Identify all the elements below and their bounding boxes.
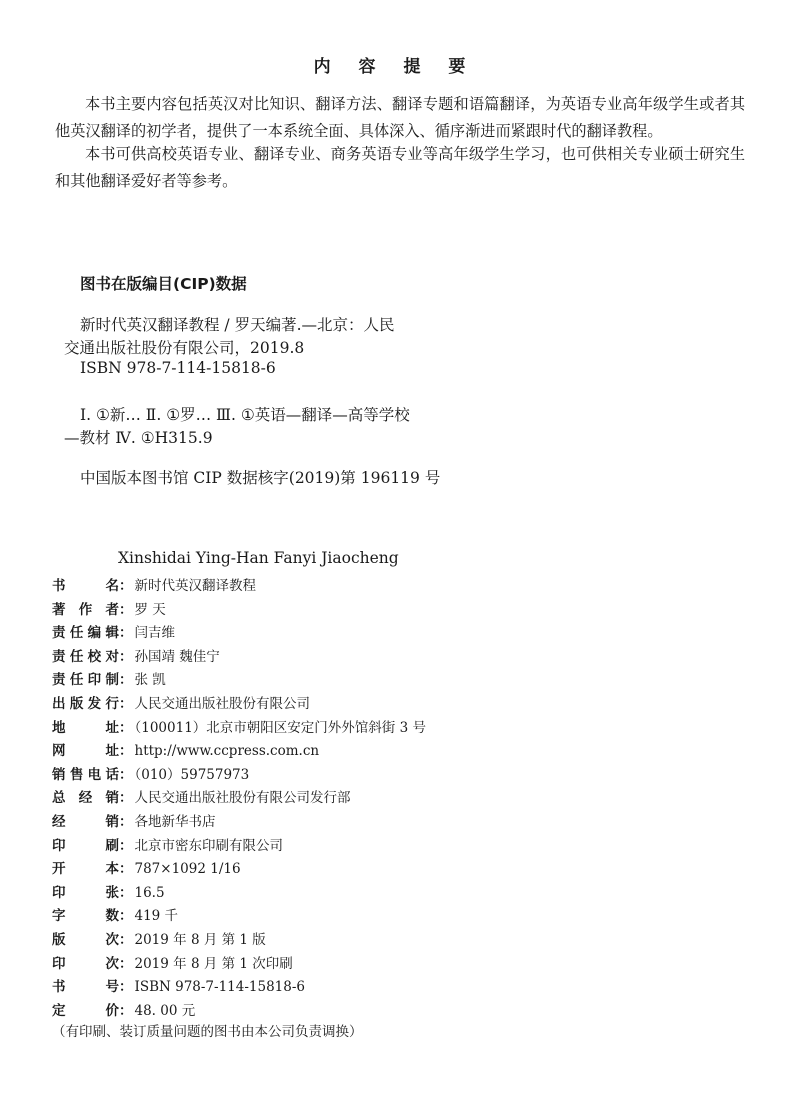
detail-value: 罗 天 [134,601,166,618]
detail-row [52,694,310,714]
detail-row [52,600,166,620]
detail-row [52,977,305,997]
detail-row [52,836,283,856]
detail-colon: ： [119,1002,133,1019]
cip-heading: 图书在版编目(CIP)数据 [80,275,247,293]
cip-classification-line: —教材 Ⅳ. ①H315.9 [64,429,213,447]
detail-label: 版次 [52,932,119,948]
detail-value: 张 凯 [134,672,166,689]
detail-colon: ： [119,955,133,972]
cip-classification-line: Ⅰ. ①新… Ⅱ. ①罗… Ⅲ. ①英语—翻译—高等学校 [80,406,410,424]
detail-value: 2019 年 8 月 第 1 次印刷 [134,955,293,972]
detail-row [52,670,166,690]
detail-row [52,1001,195,1021]
detail-row [52,623,175,643]
cip-isbn-line: ISBN 978-7-114-15818-6 [80,359,276,377]
detail-row [52,954,293,974]
detail-value: http://www.ccpress.com.cn [134,743,320,760]
summary-title: 内 容 提 要 [313,57,477,77]
detail-colon: ： [119,672,133,689]
detail-value: 787×1092 1/16 [134,861,241,878]
detail-label: 字数 [52,908,119,925]
detail-label: 地址 [52,719,119,736]
detail-label: 书名 [52,578,119,594]
detail-row [52,765,249,785]
detail-label: 出版发行 [52,696,119,712]
detail-value: 16.5 [134,884,165,901]
detail-colon: ： [119,979,133,996]
detail-label: 印张 [52,884,119,901]
detail-row [52,576,256,596]
detail-value: 闫吉维 [134,625,175,642]
pinyin-title: Xinshidai Ying-Han Fanyi Jiaocheng [118,549,399,567]
detail-value: 人民交通出版社股份有限公司 [134,696,310,712]
detail-colon: ： [119,837,133,854]
detail-colon: ： [119,814,133,830]
summary-paragraph-1: 本书主要内容包括英汉对比知识、翻译方法、翻译专题和语篇翻译，为英语专业高年级学生或者其他英汉翻译的初学者，提供了一本系统全面、具体深入、循序渐进而紧跟时代的翻译教程。 [55,95,745,140]
detail-colon: ： [119,932,133,948]
cip-line: 交通出版社股份有限公司，2019.8 [64,339,305,357]
detail-label: 责任校对 [52,648,119,665]
detail-colon: ： [119,601,133,618]
detail-row [52,647,220,667]
detail-row [52,930,266,950]
detail-colon: ： [119,766,133,783]
detail-row [52,741,319,761]
detail-label: 销售电话 [52,766,119,783]
detail-row [52,788,351,808]
detail-value: （010）59757973 [134,766,250,783]
detail-label: 责任编辑 [52,625,119,642]
cip-line: 新时代英汉翻译教程 / 罗天编著.—北京：人民 [80,316,395,334]
detail-colon: ： [119,578,133,594]
detail-colon: ： [119,908,133,925]
detail-colon: ： [119,648,133,665]
detail-colon: ： [119,625,133,642]
detail-colon: ： [119,861,133,878]
detail-value: 419 千 [134,908,179,925]
detail-value: 2019 年 8 月 第 1 版 [134,932,266,948]
detail-colon: ： [119,743,133,760]
detail-colon: ： [119,719,133,736]
detail-label: 书号 [52,979,119,996]
detail-row [52,812,216,832]
detail-row [52,883,165,903]
detail-colon: ： [119,790,133,807]
detail-row [52,718,426,738]
detail-value: 各地新华书店 [134,814,216,830]
cip-record-number: 中国版本图书馆 CIP 数据核字(2019)第 196119 号 [80,469,441,487]
detail-colon: ： [119,696,133,712]
detail-value: 孙国靖 魏佳宁 [134,648,220,665]
detail-value: 人民交通出版社股份有限公司发行部 [134,790,351,807]
detail-label: 总经销 [52,790,119,807]
detail-colon: ： [119,884,133,901]
detail-value: ISBN 978-7-114-15818-6 [134,979,306,996]
detail-value: 新时代英汉翻译教程 [134,578,256,594]
detail-label: 著作者 [52,601,119,618]
detail-label: 印刷 [52,837,119,854]
detail-value: 北京市密东印刷有限公司 [134,837,283,854]
detail-label: 定价 [52,1002,119,1019]
detail-label: 开本 [52,861,119,878]
detail-label: 印次 [52,955,119,972]
summary-paragraph-2: 本书可供高校英语专业、翻译专业、商务英语专业等高年级学生学习，也可供相关专业硕士研究生和其他翻译爱好者等参考。 [55,145,745,190]
detail-label: 责任印制 [52,672,119,689]
detail-row [52,859,241,879]
detail-value: （100011）北京市朝阳区安定门外外馆斜街 3 号 [134,719,426,736]
footer-note: （有印刷、装订质量问题的图书由本公司负责调换） [52,1024,363,1040]
detail-row [52,906,178,926]
detail-label: 网址 [52,743,119,760]
detail-label: 经销 [52,814,119,830]
detail-value: 48. 00 元 [134,1002,196,1019]
